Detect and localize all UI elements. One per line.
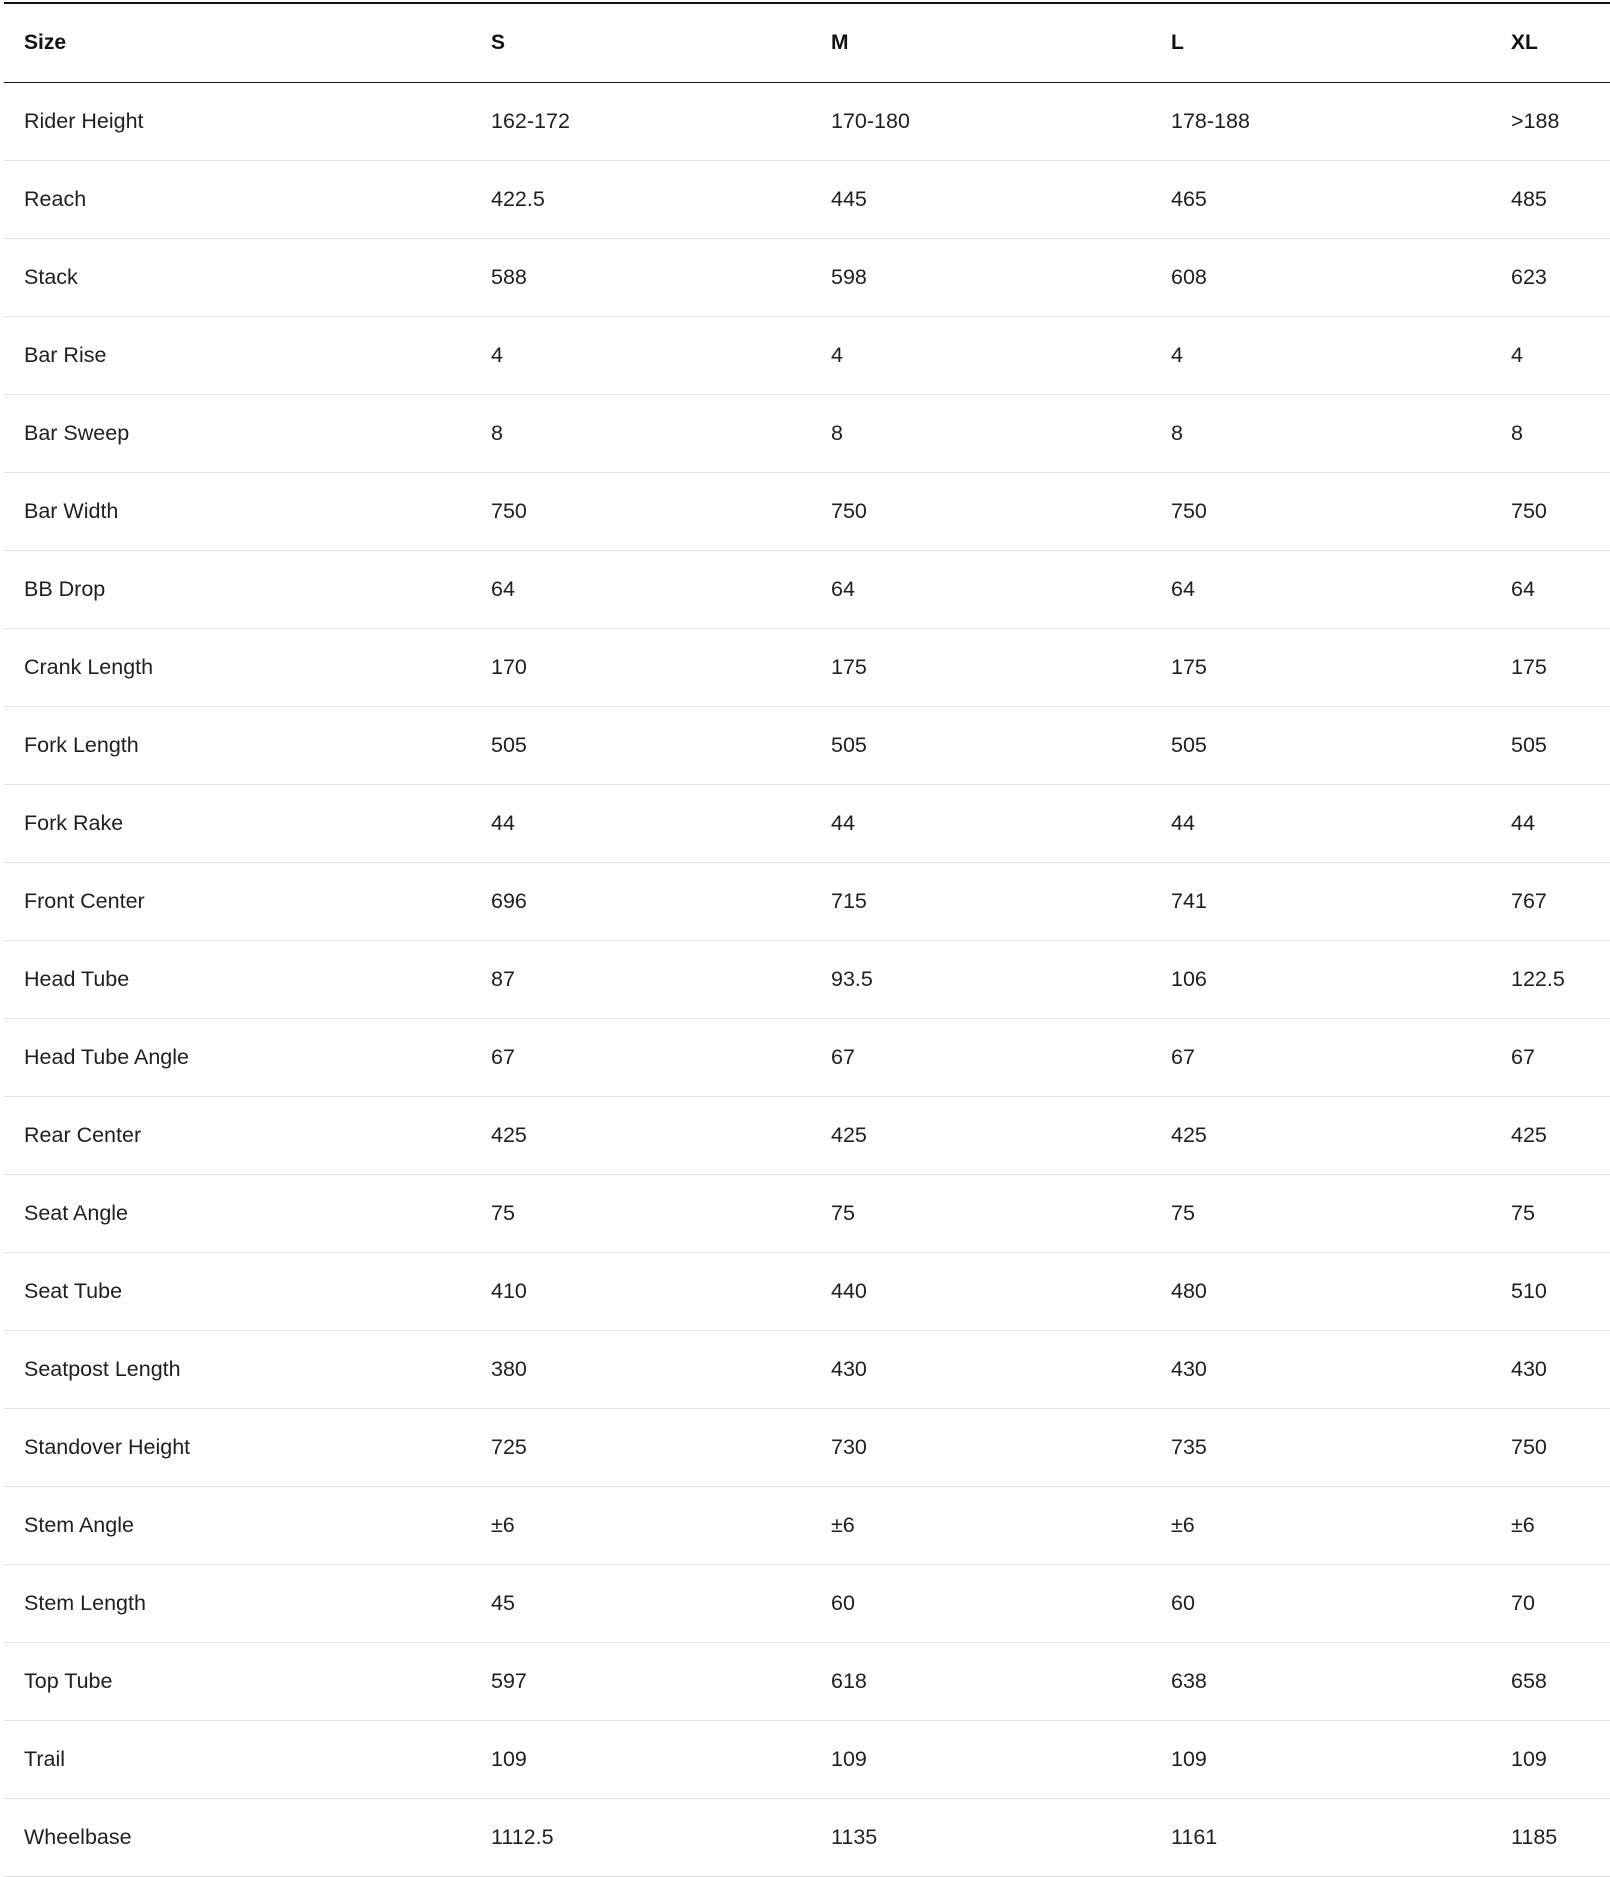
row-label: Bar Width	[24, 498, 119, 523]
column-header-s: S	[491, 30, 506, 54]
cell-m: 730	[831, 1434, 867, 1459]
cell-xl: 122.5	[1511, 966, 1565, 991]
cell-xl: 510	[1511, 1278, 1547, 1303]
cell-xl: 767	[1511, 888, 1547, 913]
cell-l: 44	[1171, 810, 1195, 835]
row-label: Fork Length	[24, 732, 139, 757]
cell-l: 106	[1171, 966, 1207, 991]
cell-s: 4	[491, 342, 503, 367]
cell-m: 175	[831, 654, 867, 679]
cell-s: 8	[491, 420, 503, 445]
table-row	[4, 316, 1610, 394]
cell-s: 45	[491, 1590, 515, 1615]
cell-s: ±6	[491, 1512, 515, 1537]
cell-s: 597	[491, 1668, 527, 1693]
cell-s: 505	[491, 732, 527, 757]
table-row	[4, 472, 1610, 550]
table-body	[4, 82, 1610, 1876]
cell-s: 1112.5	[491, 1824, 554, 1849]
row-label: Head Tube Angle	[24, 1044, 189, 1069]
table-row	[4, 550, 1610, 628]
cell-l: 505	[1171, 732, 1207, 757]
cell-m: 505	[831, 732, 867, 757]
cell-m: 750	[831, 498, 867, 523]
cell-s: 75	[491, 1200, 515, 1225]
cell-m: 618	[831, 1668, 867, 1693]
cell-m: 170-180	[831, 108, 910, 133]
cell-xl: >188	[1511, 108, 1560, 133]
column-header-xl: XL	[1511, 30, 1538, 54]
table-row	[4, 862, 1610, 940]
cell-m: 75	[831, 1200, 855, 1225]
table-header-row	[4, 3, 1610, 82]
cell-l: 109	[1171, 1746, 1207, 1771]
cell-l: 425	[1171, 1122, 1207, 1147]
cell-l: 465	[1171, 186, 1207, 211]
cell-s: 380	[491, 1356, 527, 1381]
row-label: Standover Height	[24, 1434, 191, 1459]
cell-m: 598	[831, 264, 867, 289]
column-header-size: Size	[24, 30, 67, 54]
cell-s: 162-172	[491, 108, 570, 133]
cell-s: 44	[491, 810, 515, 835]
cell-m: 44	[831, 810, 855, 835]
table-row	[4, 1642, 1610, 1720]
cell-xl: 750	[1511, 498, 1547, 523]
column-header-m: M	[831, 30, 849, 54]
cell-m: 109	[831, 1746, 867, 1771]
table-row	[4, 1408, 1610, 1486]
row-label: Rider Height	[24, 108, 144, 133]
cell-xl: 44	[1511, 810, 1535, 835]
cell-l: 60	[1171, 1590, 1195, 1615]
geometry-table	[4, 2, 1610, 1877]
cell-l: 608	[1171, 264, 1207, 289]
cell-l: 735	[1171, 1434, 1207, 1459]
cell-s: 109	[491, 1746, 527, 1771]
row-label: Reach	[24, 186, 87, 211]
row-label: Seat Tube	[24, 1278, 123, 1303]
table-row	[4, 1720, 1610, 1798]
row-label: Fork Rake	[24, 810, 124, 835]
cell-s: 67	[491, 1044, 515, 1069]
cell-l: 638	[1171, 1668, 1207, 1693]
cell-s: 87	[491, 966, 515, 991]
cell-xl: 658	[1511, 1668, 1547, 1693]
cell-m: 64	[831, 576, 855, 601]
cell-l: 175	[1171, 654, 1207, 679]
table-row	[4, 1018, 1610, 1096]
cell-l: 750	[1171, 498, 1207, 523]
row-label: Rear Center	[24, 1122, 142, 1147]
cell-xl: 64	[1511, 576, 1535, 601]
row-label: Stem Length	[24, 1590, 146, 1615]
cell-m: 67	[831, 1044, 855, 1069]
cell-s: 425	[491, 1122, 527, 1147]
cell-xl: ±6	[1511, 1512, 1535, 1537]
cell-m: 8	[831, 420, 843, 445]
cell-l: 67	[1171, 1044, 1195, 1069]
cell-xl: 4	[1511, 342, 1523, 367]
row-label: Front Center	[24, 888, 145, 913]
cell-l: 741	[1171, 888, 1207, 913]
row-label: BB Drop	[24, 576, 106, 601]
cell-xl: 505	[1511, 732, 1547, 757]
table-row	[4, 394, 1610, 472]
cell-m: 715	[831, 888, 867, 913]
cell-xl: 109	[1511, 1746, 1547, 1771]
cell-xl: 8	[1511, 420, 1523, 445]
cell-l: 4	[1171, 342, 1183, 367]
cell-m: 60	[831, 1590, 855, 1615]
table-row	[4, 82, 1610, 160]
cell-s: 588	[491, 264, 527, 289]
table-row	[4, 1564, 1610, 1642]
cell-s: 696	[491, 888, 527, 913]
cell-m: 4	[831, 342, 843, 367]
cell-l: 8	[1171, 420, 1183, 445]
cell-xl: 75	[1511, 1200, 1535, 1225]
table-row	[4, 1096, 1610, 1174]
cell-l: 178-188	[1171, 108, 1250, 133]
cell-xl: 750	[1511, 1434, 1547, 1459]
row-label: Head Tube	[24, 966, 130, 991]
row-label: Bar Rise	[24, 342, 107, 367]
table-row	[4, 784, 1610, 862]
cell-l: 430	[1171, 1356, 1207, 1381]
row-label: Seat Angle	[24, 1200, 129, 1225]
cell-s: 725	[491, 1434, 527, 1459]
cell-xl: 430	[1511, 1356, 1547, 1381]
table-row	[4, 160, 1610, 238]
cell-m: 425	[831, 1122, 867, 1147]
cell-m: ±6	[831, 1512, 855, 1537]
cell-m: 1135	[831, 1824, 878, 1849]
cell-xl: 623	[1511, 264, 1547, 289]
cell-m: 440	[831, 1278, 867, 1303]
table-row	[4, 1252, 1610, 1330]
cell-xl: 425	[1511, 1122, 1547, 1147]
row-label: Seatpost Length	[24, 1356, 181, 1381]
row-label: Wheelbase	[24, 1824, 132, 1849]
cell-xl: 485	[1511, 186, 1547, 211]
cell-xl: 1185	[1511, 1824, 1558, 1849]
cell-m: 430	[831, 1356, 867, 1381]
cell-s: 422.5	[491, 186, 545, 211]
table-row	[4, 628, 1610, 706]
row-label: Stack	[24, 264, 78, 289]
row-label: Top Tube	[24, 1668, 113, 1693]
table-row	[4, 1486, 1610, 1564]
column-header-l: L	[1171, 30, 1184, 54]
cell-s: 750	[491, 498, 527, 523]
cell-m: 445	[831, 186, 867, 211]
table-row	[4, 1798, 1610, 1876]
cell-xl: 175	[1511, 654, 1547, 679]
cell-l: 1161	[1171, 1824, 1218, 1849]
table-row	[4, 940, 1610, 1018]
cell-xl: 67	[1511, 1044, 1535, 1069]
cell-l: 75	[1171, 1200, 1195, 1225]
table-row	[4, 1330, 1610, 1408]
cell-l: 480	[1171, 1278, 1207, 1303]
table-row	[4, 706, 1610, 784]
cell-l: 64	[1171, 576, 1195, 601]
cell-xl: 70	[1511, 1590, 1535, 1615]
cell-s: 64	[491, 576, 515, 601]
cell-s: 410	[491, 1278, 527, 1303]
row-label: Stem Angle	[24, 1512, 134, 1537]
row-label: Crank Length	[24, 654, 154, 679]
table-row	[4, 238, 1610, 316]
cell-s: 170	[491, 654, 527, 679]
table-row	[4, 1174, 1610, 1252]
row-label: Bar Sweep	[24, 420, 130, 445]
cell-m: 93.5	[831, 966, 873, 991]
row-label: Trail	[24, 1746, 66, 1771]
cell-l: ±6	[1171, 1512, 1195, 1537]
